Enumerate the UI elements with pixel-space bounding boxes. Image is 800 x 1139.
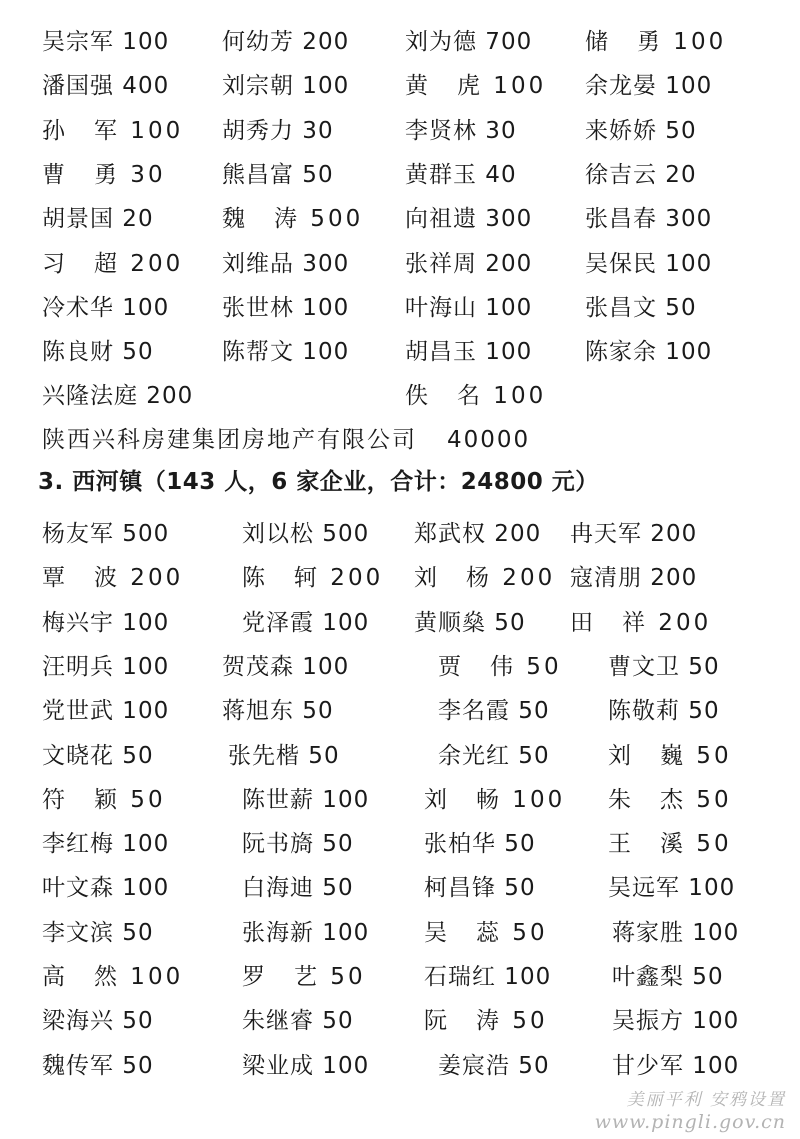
donor-entry: 杨友军 500 xyxy=(42,521,170,547)
donor-entry: 叶文森 100 xyxy=(42,875,170,902)
donor-entry: 李红梅 100 xyxy=(42,831,170,858)
donor-entry: 张世林 100 xyxy=(222,294,350,321)
donor-entry: 陈帮文 100 xyxy=(222,339,350,366)
donor-entry: 张海新 100 xyxy=(242,919,370,946)
donor-entry: 张昌文 50 xyxy=(585,294,697,321)
donor-entry: 李名霞 50 xyxy=(438,698,550,725)
donor-entry: 刘宗朝 100 xyxy=(222,73,350,100)
donor-entry: 储 勇 100 xyxy=(585,29,727,55)
donor-row xyxy=(0,913,800,953)
section-3-heading: 3. 西河镇（143 人，6 家企业，合计：24800 元） xyxy=(38,469,599,495)
donor-entry: 朱 杰 50 xyxy=(608,786,732,813)
donor-entry: 柯昌锋 50 xyxy=(424,875,536,902)
donor-entry: 吴振方 100 xyxy=(612,1008,740,1035)
donor-entry: 覃 波 200 xyxy=(42,565,184,592)
donor-entry: 石瑞红 100 xyxy=(424,964,552,990)
donor-row xyxy=(0,111,800,151)
site-watermark xyxy=(595,1089,786,1133)
donor-entry: 向祖遗 300 xyxy=(405,206,533,233)
donor-entry: 潘国强 400 xyxy=(42,73,170,100)
donor-entry: 贺茂森 100 xyxy=(222,653,350,680)
donor-entry: 张祥周 200 xyxy=(405,250,533,277)
donor-row xyxy=(0,376,800,416)
donor-entry: 胡秀力 30 xyxy=(222,117,334,144)
donor-row xyxy=(0,514,800,554)
donor-entry: 余光红 50 xyxy=(438,742,550,769)
donor-entry: 梁海兴 50 xyxy=(42,1008,154,1035)
donor-entry: 王 溪 50 xyxy=(608,831,732,858)
donor-entry: 高 然 100 xyxy=(42,964,184,990)
donor-entry: 黄 虎 100 xyxy=(405,73,547,100)
donor-row xyxy=(0,558,800,598)
donor-entry: 吴远军 100 xyxy=(608,875,736,902)
donor-entry: 李贤林 30 xyxy=(405,117,517,144)
donor-entry: 刘 畅 100 xyxy=(424,786,566,813)
donor-entry: 阮 涛 50 xyxy=(424,1008,548,1035)
donor-row xyxy=(0,647,800,687)
donor-entry: 刘 杨 200 xyxy=(414,565,556,592)
watermark-slogan: 美丽平利 安鸦设置 xyxy=(626,1090,786,1110)
donor-row xyxy=(0,868,800,908)
donor-row xyxy=(0,1001,800,1041)
donor-entry: 李文滨 50 xyxy=(42,919,154,946)
donor-row xyxy=(0,155,800,195)
donor-entry: 文晓花 50 xyxy=(42,742,154,769)
donor-entry: 张昌春 300 xyxy=(585,206,713,233)
donor-entry: 阮书旖 50 xyxy=(242,831,354,858)
donor-entry: 党世武 100 xyxy=(42,698,170,725)
donor-entry: 黄群玉 40 xyxy=(405,161,517,188)
donor-entry: 贾 伟 50 xyxy=(438,653,562,680)
donor-entry: 符 颖 50 xyxy=(42,786,166,813)
donor-entry: 冷术华 100 xyxy=(42,294,170,321)
donor-row xyxy=(0,66,800,106)
donor-entry: 黄顺燊 50 xyxy=(414,609,526,636)
donor-row xyxy=(0,603,800,643)
donor-row xyxy=(0,244,800,284)
donor-row xyxy=(0,691,800,731)
donor-row xyxy=(0,22,800,62)
donor-entry: 陈 轲 200 xyxy=(242,565,384,592)
donor-entry: 余龙晏 100 xyxy=(585,73,713,100)
company-donor-line xyxy=(42,420,530,460)
watermark-url: www.pingli.gov.cn xyxy=(594,1111,786,1133)
donor-entry: 白海迪 50 xyxy=(242,875,354,902)
donor-row xyxy=(0,780,800,820)
donor-entry: 刘以松 500 xyxy=(242,521,370,547)
company-name: 陕西兴科房建集团房地产有限公司 xyxy=(42,427,417,453)
donor-entry: 刘维品 300 xyxy=(222,250,350,277)
donor-entry: 田 祥 200 xyxy=(570,609,712,636)
donor-entry: 叶鑫梨 50 xyxy=(612,964,724,990)
donor-entry: 徐吉云 20 xyxy=(585,161,697,188)
donor-row xyxy=(0,824,800,864)
donor-entry: 姜宸浩 50 xyxy=(438,1052,550,1079)
donor-entry: 郑武权 200 xyxy=(414,521,542,547)
donor-entry: 罗 艺 50 xyxy=(242,964,366,990)
donor-entry: 熊昌富 50 xyxy=(222,161,334,188)
donor-entry: 甘少军 100 xyxy=(612,1052,740,1079)
donor-entry: 陈家余 100 xyxy=(585,339,713,366)
donor-entry: 寇清朋 200 xyxy=(570,565,698,592)
donor-row xyxy=(0,332,800,372)
donor-entry: 孙 军 100 xyxy=(42,117,184,144)
donor-entry: 魏传军 50 xyxy=(42,1052,154,1079)
donor-row xyxy=(0,957,800,997)
donor-entry: 兴隆法庭 200 xyxy=(42,383,194,410)
company-amount: 40000 xyxy=(447,427,531,453)
donor-entry: 冉天军 200 xyxy=(570,521,698,547)
donor-entry: 胡昌玉 100 xyxy=(405,339,533,366)
donor-entry: 陈良财 50 xyxy=(42,339,154,366)
donor-entry: 何幼芳 200 xyxy=(222,29,350,55)
donor-row xyxy=(0,288,800,328)
donor-entry: 曹 勇 30 xyxy=(42,161,166,188)
donor-entry: 胡景国 20 xyxy=(42,206,154,233)
donor-entry: 叶海山 100 xyxy=(405,294,533,321)
donor-entry: 刘 巍 50 xyxy=(608,742,732,769)
donor-entry: 陈世薪 100 xyxy=(242,786,370,813)
donor-entry: 蒋旭东 50 xyxy=(222,698,334,725)
donor-row xyxy=(0,736,800,776)
donor-entry: 吴宗军 100 xyxy=(42,29,170,55)
donor-row xyxy=(0,199,800,239)
donor-entry: 刘为德 700 xyxy=(405,29,533,55)
donor-entry: 吴保民 100 xyxy=(585,250,713,277)
donor-entry: 张柏华 50 xyxy=(424,831,536,858)
donor-entry: 吴 蕊 50 xyxy=(424,919,548,946)
donor-entry: 蒋家胜 100 xyxy=(612,919,740,946)
donor-entry: 张先楷 50 xyxy=(228,742,340,769)
donor-entry: 魏 涛 500 xyxy=(222,206,364,233)
donor-entry: 梁业成 100 xyxy=(242,1052,370,1079)
donor-entry: 汪明兵 100 xyxy=(42,653,170,680)
donor-entry: 来娇娇 50 xyxy=(585,117,697,144)
donor-entry: 朱继睿 50 xyxy=(242,1008,354,1035)
donor-entry: 党泽霞 100 xyxy=(242,609,370,636)
donor-entry: 梅兴宇 100 xyxy=(42,609,170,636)
donor-entry: 习 超 200 xyxy=(42,250,184,277)
donor-entry: 陈敬莉 50 xyxy=(608,698,720,725)
donor-row xyxy=(0,1046,800,1086)
donor-entry: 佚 名 100 xyxy=(405,383,547,410)
donor-entry: 曹文卫 50 xyxy=(608,653,720,680)
